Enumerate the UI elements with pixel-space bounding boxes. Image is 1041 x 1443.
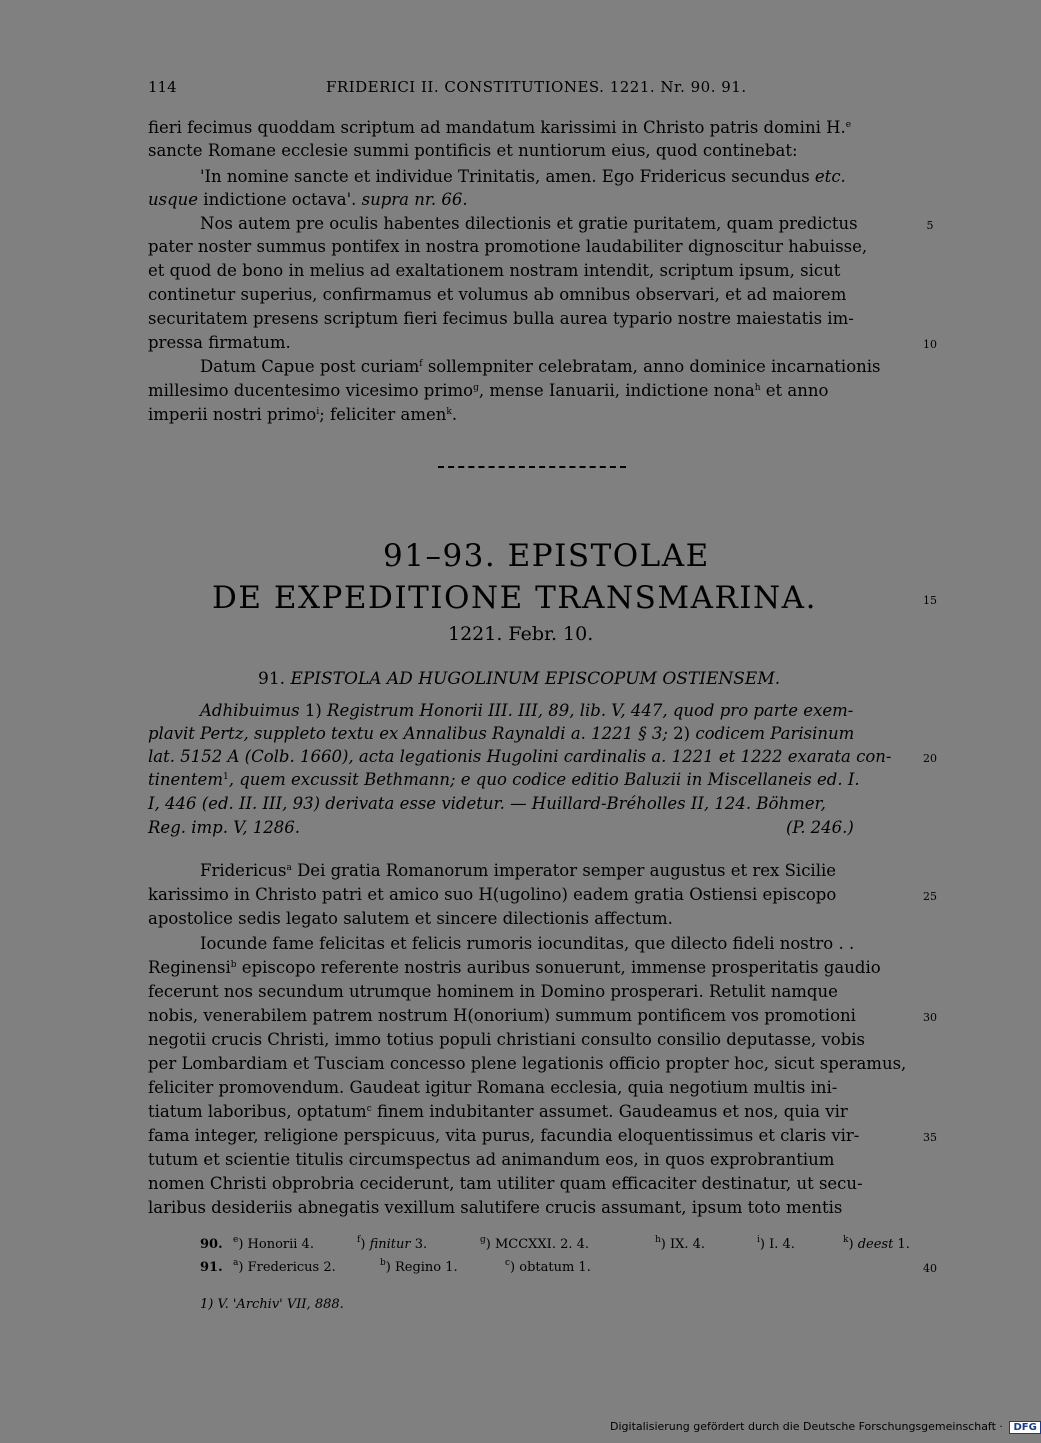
footnote-label <box>200 1236 223 1254</box>
text-line: nomen Christi obprobria ceciderunt, tam utiliter quam efficaciter destinatur, ut secu- <box>148 1174 863 1193</box>
footnote-text: ) I. 4. <box>759 1237 795 1252</box>
footnote-text: ) obtatum 1. <box>510 1260 591 1275</box>
text-line: feliciter promovendum. Gaudeat igitur Romana ecclesia, quia negotium multis ini- <box>148 1078 838 1097</box>
text-line: Fridericus$^a$ Dei gratia Romanorum imperator semper augustus et rex Sicilie <box>200 861 837 880</box>
margin-line-number: 5 <box>926 219 934 232</box>
text-line: tiatum laboribus, optatum$^c$ finem indubitanter assumet. Gaudeamus et nos, quia vir <box>148 1102 848 1121</box>
margin-line-number: 35 <box>923 1131 937 1144</box>
running-header <box>148 78 908 100</box>
footnote-label <box>200 1259 223 1277</box>
editorial-line: plavit Pertz, suppleto textu ex Annalibus Raynaldi a. 1221 § 3; 2) codicem Parisinum <box>148 724 855 743</box>
margin-line-number: 40 <box>923 1262 937 1275</box>
text-line: imperii nostri primo$^i$; feliciter amen$^k$. <box>148 405 458 424</box>
footnote-text: ) IX. 4. <box>660 1237 706 1252</box>
editorial-line: I, 446 (ed. II. III, 93) derivata esse videtur. — Huillard-Bréholles II, 124. Böhmer, <box>148 794 826 813</box>
section-title: DE EXPEDITIONE TRANSMARINA. <box>212 580 817 616</box>
text-line: usque indictione octava'. supra nr. 66. <box>148 190 468 209</box>
text-line: fama integer, religione perspicuus, vita purus, facundia eloquentissimus et claris vir- <box>148 1126 860 1145</box>
footnote-mark: i <box>757 1235 760 1245</box>
letter-number: 91. <box>258 669 286 689</box>
footnote-mark: h <box>655 1235 661 1245</box>
footnote-mark: g <box>480 1235 486 1245</box>
running-title: FRIDERICI II. CONSTITUTIONES. 1221. Nr. 90. 91. <box>326 78 747 96</box>
text-line: continetur superius, confirmamus et volumus ab omnibus observari, et ad maiorem <box>148 285 847 304</box>
footnote-mark: k <box>843 1235 849 1245</box>
margin-line-number: 20 <box>923 752 937 765</box>
footnote-text: 1) V. 'Archiv' VII, 888. <box>200 1297 344 1312</box>
text-line: fecerunt nos secundum utrumque hominem in Domino prosperari. Retulit namque <box>148 982 838 1001</box>
text-line: Iocunde fame felicitas et felicis rumoris iocunditas, que dilecto fideli nostro . . <box>200 934 855 953</box>
footnote-g <box>480 1236 589 1254</box>
text-line: negotii crucis Christi, immo totius populi christiani consulto consilio deputasse, vobis <box>148 1030 866 1049</box>
margin-line-number: 25 <box>923 890 937 903</box>
text-line: tutum et scientie titulis circumspectus ad animandum eos, in quos exprobrantium <box>148 1150 835 1169</box>
letter-heading <box>258 668 780 690</box>
footnote-word: deest <box>857 1237 894 1252</box>
footnote-mark: b <box>380 1258 386 1268</box>
footnote-text: ) MCCXXI. 2. 4. <box>485 1237 590 1252</box>
text-line: Datum Capue post curiam$^f$ sollempniter celebratam, anno dominice incarnationis <box>200 357 881 376</box>
footnote-k: $^k$) deest 1. <box>843 1235 910 1252</box>
text-line: 'In nomine sancte et individue Trinitatis, amen. Ego Fridericus secundus etc. <box>200 167 846 186</box>
footnote-i <box>757 1236 795 1254</box>
text-line: laribus desideriis abnegatis vexillum salutifere crucis assumant, ipsum toto mentis <box>148 1198 843 1217</box>
footnote-text: ) Honorii 4. <box>238 1237 314 1252</box>
page-number: 114 <box>148 78 177 96</box>
funding-credit: Digitalisierung gefördert durch die Deutsche Forschungsgemeinschaft · DFG <box>610 1420 1041 1434</box>
text-line: et quod de bono in melius ad exaltationem nostram intendit, scriptum ipsum, sicut <box>148 261 841 280</box>
text-line: nobis, venerabilem patrem nostrum H(onorium) summum pontificem vos promotioni <box>148 1006 856 1025</box>
footnote-a <box>233 1259 336 1277</box>
footnote-h <box>655 1236 705 1254</box>
text-line: millesimo ducentesimo vicesimo primo$^g$, mense Ianuarii, indictione nona$^h$ et anno <box>148 381 829 400</box>
section-divider <box>438 466 626 468</box>
footnote-b <box>380 1259 458 1277</box>
section-date: 1221. Febr. 10. <box>448 623 594 645</box>
footnote-1 <box>200 1296 344 1314</box>
footnote-mark: a <box>233 1258 239 1268</box>
margin-line-number: 15 <box>923 594 937 607</box>
footnote-text: 1. <box>893 1237 910 1252</box>
footnote-e <box>233 1236 314 1254</box>
footnote-text: 3. <box>410 1237 428 1252</box>
footnote-c <box>505 1259 591 1277</box>
footnote-number: 90. <box>200 1237 223 1252</box>
text-line: pater noster summus pontifex in nostra promotione laudabiliter dignoscitur habuisse, <box>148 237 868 256</box>
text-line: apostolice sedis legato salutem et sincere dilectionis affectum. <box>148 909 673 928</box>
text-line: fieri fecimus quoddam scriptum ad mandatum karissimi in Christo patris domini H.$^e$ <box>148 118 852 137</box>
funding-credit-text: Digitalisierung gefördert durch die Deutsche Forschungsgemeinschaft <box>610 1420 996 1433</box>
text-line: pressa firmatum. <box>148 333 291 352</box>
footnote-mark: e <box>233 1235 239 1245</box>
editorial-line: tinentem$^1$, quem excussit Bethmann; e quo codice editio Baluzii in Miscellaneis ed. I. <box>148 770 860 789</box>
editorial-line: Adhibuimus 1) Registrum Honorii III. III, 89, lib. V, 447, quod pro parte exem- <box>200 701 854 720</box>
text-line: securitatem presens scriptum fieri fecimus bulla aurea typario nostre maiestatis im- <box>148 309 854 328</box>
footnote-number: 91. <box>200 1260 223 1275</box>
text-line: karissimo in Christo patri et amico suo H(ugolino) eadem gratia Ostiensi episcopo <box>148 885 837 904</box>
text-line: Nos autem pre oculis habentes dilectionis et gratie puritatem, quam predictus <box>200 214 858 233</box>
footnote-text: ) Fredericus 2. <box>238 1260 336 1275</box>
editorial-line: lat. 5152 A (Colb. 1660), acta legationis Hugolini cardinalis a. 1221 et 1222 exarata con- <box>148 747 892 766</box>
margin-line-number: 10 <box>923 338 937 351</box>
dfg-logo-icon: DFG <box>1009 1421 1040 1434</box>
text-line: per Lombardiam et Tusciam concesso plene legationis officio propter hoc, sicut speramus, <box>148 1054 907 1073</box>
text-line: Reginensi$^b$ episcopo referente nostris auribus sonuerunt, immense prosperitatis gaudio <box>148 958 881 977</box>
footnote-text: ) Regino 1. <box>385 1260 458 1275</box>
footnote-f: $^f$) finitur 3. <box>357 1235 428 1252</box>
text-line: sancte Romane ecclesie summi pontificis et nuntiorum eius, quod continebat: <box>148 141 798 160</box>
footnote-word: finitur <box>369 1237 411 1252</box>
editorial-ref: (P. 246.) <box>786 818 854 837</box>
editorial-line: Reg. imp. V, 1286. <box>148 818 300 837</box>
margin-line-number: 30 <box>923 1011 937 1024</box>
letter-title: EPISTOLA AD HUGOLINUM EPISCOPUM OSTIENSEM. <box>290 669 781 689</box>
footnote-mark: f <box>357 1235 361 1245</box>
footnote-mark: c <box>505 1258 511 1268</box>
section-title: 91–93. EPISTOLAE <box>383 538 710 574</box>
